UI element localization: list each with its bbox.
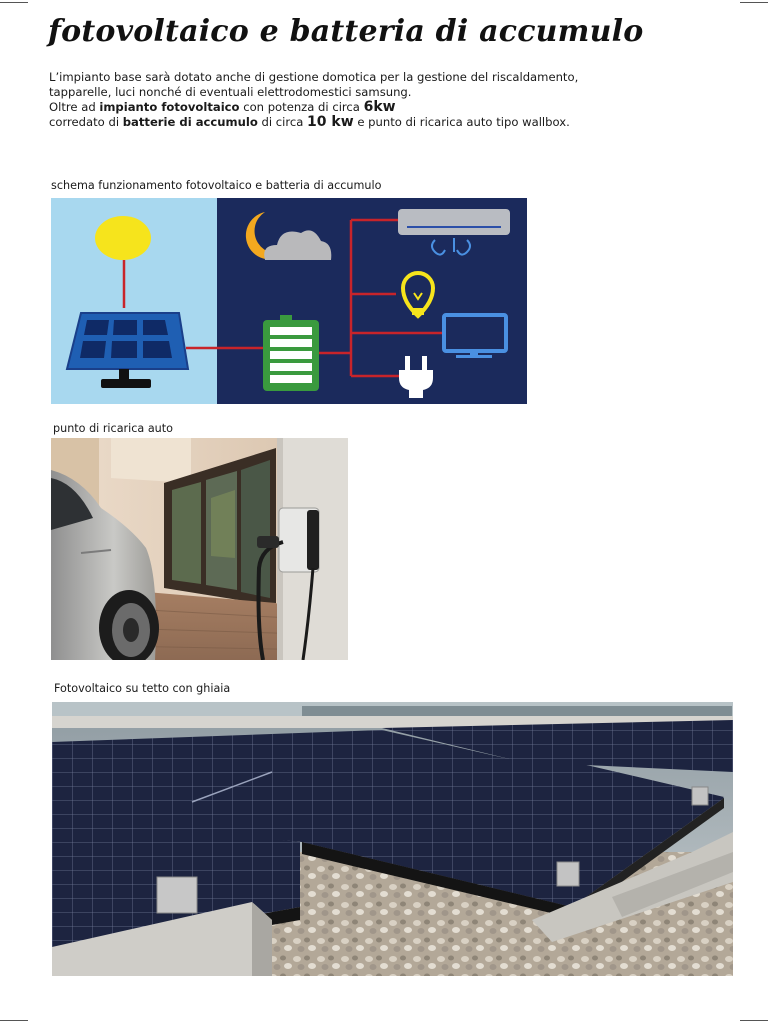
page-title: fotovoltaico e batteria di accumulo (48, 14, 644, 49)
charger-photo (51, 438, 348, 660)
intro-line-2: tapparelle, luci nonché di eventuali elettrodomestici samsung. (49, 85, 412, 99)
intro-line-4: corredato di batterie di accumulo di circa 10 kw e punto di ricarica auto tipo wallbox. (49, 114, 570, 130)
battery-highlight: batterie di accumulo (122, 115, 258, 129)
schema-caption: schema funzionamento fotovoltaico e batteria di accumulo (51, 179, 382, 192)
intro-line-3: Oltre ad impianto fotovoltaico con potenza di circa 6kw (49, 99, 396, 115)
intro-line-1: L’impianto base sarà dotato anche di gestione domotica per la gestione del riscaldamento, (49, 70, 579, 84)
battery-capacity-value: 10 kw (307, 114, 354, 130)
battery-icon (263, 315, 319, 391)
pv-power-value: 6kw (363, 99, 396, 115)
crop-mark-bottom-left (0, 1020, 28, 1021)
crop-mark-top-left (0, 2, 28, 3)
rooftop-caption: Fotovoltaico su tetto con ghiaia (54, 682, 231, 695)
intro-text (49, 70, 749, 130)
charger-caption: punto di ricarica auto (53, 422, 173, 435)
pv-system-highlight: impianto fotovoltaico (99, 100, 240, 114)
rooftop-photo (52, 702, 733, 976)
crop-mark-bottom-right (740, 1020, 768, 1021)
schema-diagram (51, 198, 527, 404)
sun-icon (95, 216, 151, 260)
crop-mark-top-right (740, 2, 768, 3)
